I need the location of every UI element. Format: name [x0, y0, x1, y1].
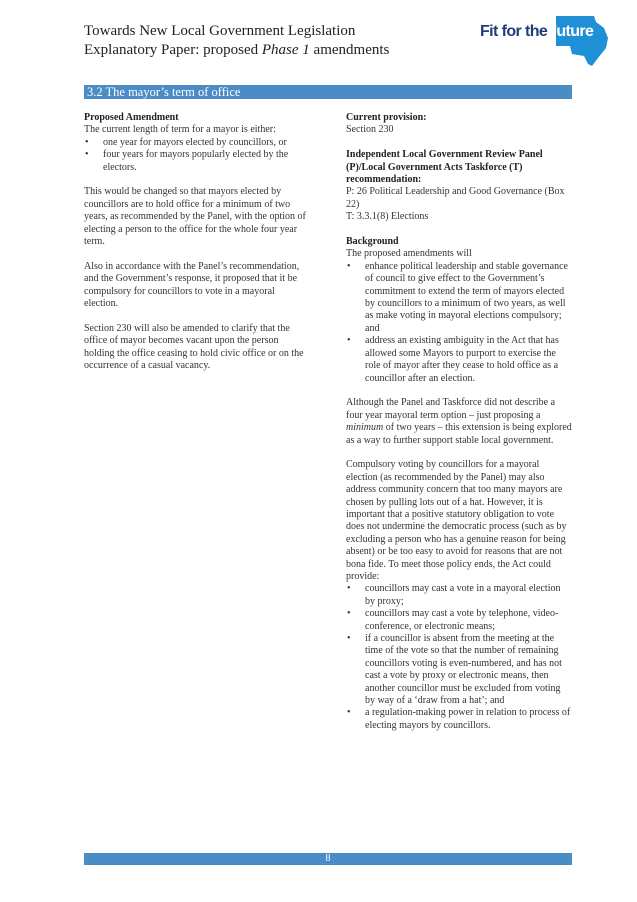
- background-list: [346, 261, 572, 385]
- act-provisions-list: [346, 583, 572, 732]
- header-title: Towards New Local Government Legislation: [84, 23, 356, 39]
- amendment-paragraph-3: Section 230 will also be amended to clarify that the office of mayor becomes vacant upon the person holding the office ceasing to hold civic office or on the occurrence of a casual vacancy.: [84, 322, 304, 372]
- background-heading: Background: [346, 236, 399, 248]
- list-item: • a regulation-making power in relation to process of electing mayors by councillors.: [346, 707, 572, 732]
- amendment-paragraph-2: Also in accordance with the Panel’s recommendation, and the Government’s response, it proposed that it be compulsory for councillors to vote in a mayoral election.: [84, 260, 300, 310]
- right-column: [346, 112, 572, 732]
- left-column: [84, 112, 309, 372]
- list-item: • councillors may cast a vote in a mayoral election by proxy;: [346, 583, 572, 608]
- logo-text-future: Future: [547, 23, 594, 40]
- amendment-intro: The current length of term for a mayor is either:: [84, 124, 276, 136]
- list-item: • enhance political leadership and stable governance of council to give effect to the Government’s commitment to extend the term of mayors elected by councillors to a minimum of two years, as well as make voting in mayoral elections compulsory; and: [346, 261, 572, 335]
- section-title: 3.2 The mayor’s term of office: [87, 85, 241, 99]
- current-provision-heading: Current provision:: [346, 112, 427, 123]
- proposed-amendment-heading: Proposed Amendment: [84, 112, 179, 123]
- panel-recommendation-t: T: 3.3.1(8) Elections: [346, 211, 429, 223]
- list-item: • address an existing ambiguity in the Act that has allowed some Mayors to purport to exercise the role of mayor after they cease to hold office as a councillor after an election.: [346, 335, 572, 385]
- list-item: • if a councillor is absent from the meeting at the time of the vote so that the number of remaining councillors voting is even-numbered, and has not cast a vote by proxy or electronic means, then another councillor must be excluded from voting by way of a ‘draw from a hat’; and: [346, 633, 572, 707]
- footer-bar: [84, 853, 572, 865]
- panel-recommendation-heading: Independent Local Government Review Panel (P)/Local Government Acts Taskforce (T) recommendation:: [346, 149, 543, 186]
- background-paragraph-b: Compulsory voting by councillors for a mayoral election (as recommended by the Panel) may also address community concern that too many mayors are chosen by pulling lots out of a hat. However, it is important that a positive statutory obligation to vote does not undermine the democratic process (such as by excluding a person who has a genuine reason for being absent) or be too easy to avoid for reasons that are not bona fide. To meet those policy ends, the Act could provide:: [346, 459, 567, 582]
- header-subtitle-phase: Phase 1: [261, 42, 310, 58]
- paragraph-a-post: of two years – this extension is being explored as a way to further support stable local government.: [346, 422, 572, 446]
- paragraph-a-pre: Although the Panel and Taskforce did not describe a four year mayoral term option – just proposing a: [346, 397, 556, 421]
- page-number: 8: [325, 853, 331, 864]
- background-paragraph-a: [346, 397, 572, 447]
- fit-for-the-future-logo: [480, 10, 612, 72]
- logo-text-fit: Fit for the: [480, 23, 548, 40]
- list-item: • four years for mayors popularly elected by the electors.: [84, 149, 309, 174]
- term-options-list: [84, 137, 309, 174]
- logo-text: [480, 23, 593, 41]
- header-subtitle-suffix: amendments: [309, 42, 390, 58]
- header-subtitle: [84, 41, 444, 60]
- list-item: • councillors may cast a vote by telephone, video-conference, or electronic means;: [346, 608, 572, 633]
- header-subtitle-prefix: Explanatory Paper: proposed: [84, 42, 262, 58]
- section-heading-bar: [84, 85, 572, 99]
- list-item: • one year for mayors elected by councillors, or: [84, 137, 309, 149]
- nsw-map-icon: [552, 12, 612, 70]
- background-intro: The proposed amendments will: [346, 248, 472, 260]
- current-provision-text: Section 230: [346, 124, 394, 136]
- amendment-paragraph-1: This would be changed so that mayors elected by councillors are to hold office for a minimum of two years, as recommended by the Panel, with the option of electing a person to the office for the whole four year term.: [84, 186, 306, 248]
- paragraph-a-italic: minimum: [346, 422, 384, 434]
- document-header: [84, 22, 444, 60]
- panel-recommendation-p: P: 26 Political Leadership and Good Governance (Box 22): [346, 186, 565, 210]
